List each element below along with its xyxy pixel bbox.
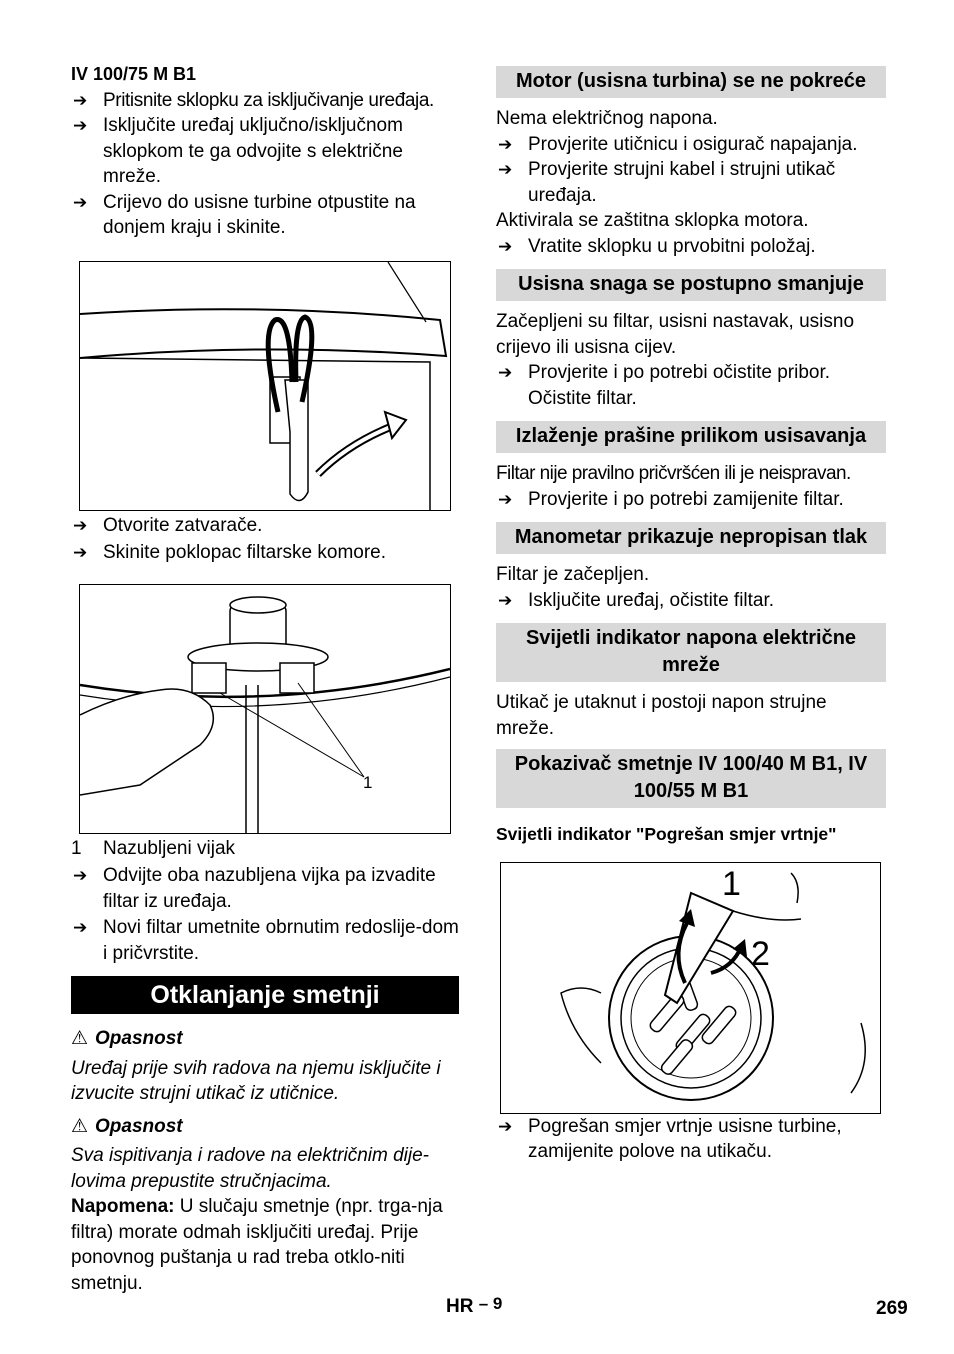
step-text: Provjerite i po potrebi očistite pribor. Očistite filtar.	[528, 362, 831, 409]
arrow-icon: ➔	[498, 590, 513, 610]
cause-text: Aktivirala se zaštitna sklopka motora.	[496, 210, 809, 231]
legend-number: 1	[71, 837, 82, 859]
plug-illustration	[501, 863, 880, 1113]
arrow-icon: ➔	[73, 515, 88, 535]
troubleshoot-heading: Izlaženje prašine prilikom usisavanja	[496, 421, 886, 453]
plug-figure	[500, 862, 881, 1114]
cause-text: Filtar nije pravilno pričvršćen ili je neispravan.	[496, 463, 851, 484]
step-item	[496, 487, 886, 513]
troubleshoot-heading: Manometar prikazuje nepropisan tlak	[496, 522, 886, 554]
step-item	[496, 132, 886, 158]
callout-1: 1	[363, 772, 373, 792]
arrow-icon: ➔	[73, 543, 88, 562]
step-item	[71, 113, 459, 190]
step-text: Pogrešan smjer vrtnje usisne turbine, zamijenite polove na utikaču.	[528, 1115, 842, 1162]
arrow-icon: ➔	[498, 1116, 513, 1136]
step-text: Provjerite i po potrebi zamijenite filtar.	[528, 488, 844, 510]
filter-screw-figure	[79, 584, 451, 834]
step-text: Otvorite zatvarače.	[103, 514, 263, 536]
sub-heading: Svijetli indikator "Pogrešan smjer vrtnje"	[496, 824, 837, 844]
right-column	[496, 64, 886, 1165]
step-text: Provjerite utičnicu i osigurač napajanja.	[528, 133, 858, 155]
warning-text: Uređaj prije svih radova na njemu isključite i izvucite strujni utikač iz utičnice.	[71, 1057, 441, 1104]
step-item	[496, 588, 886, 614]
step-item	[71, 863, 459, 914]
figure-label-1: 1	[722, 864, 741, 903]
note-paragraph	[71, 1194, 459, 1296]
step-item	[71, 540, 459, 566]
step-item	[71, 88, 459, 114]
step-item	[496, 234, 886, 260]
step-text: Provjerite strujni kabel i strujni utikač uređaja.	[528, 159, 836, 206]
arrow-icon: ➔	[73, 918, 88, 937]
step-item	[71, 915, 459, 966]
step-text: Pritisnite sklopku za isključivanje uređaja.	[103, 89, 434, 111]
warning-text: Sva ispitivanja i radove na električnim dije-lovima prepustite stručnjacima.	[71, 1145, 429, 1192]
note-text: U slučaju smetnje (npr. trga-nja filtra) morate odmah isključiti uređaj. Prije ponovnog puštanja u rad treba otklo-niti smetnju.	[71, 1196, 443, 1294]
warning-label: Opasnost	[95, 1028, 183, 1049]
step-text: Crijevo do usisne turbine otpustite na donjem kraju i skinite.	[103, 191, 416, 238]
step-item	[496, 157, 886, 208]
step-item	[496, 1114, 886, 1165]
arrow-icon: ➔	[73, 116, 88, 135]
arrow-icon: ➔	[498, 160, 513, 179]
step-item	[496, 360, 886, 411]
warning-label: Opasnost	[95, 1115, 183, 1137]
step-text: Isključite uređaj, očistite filtar.	[528, 589, 775, 611]
arrow-icon: ➔	[498, 489, 513, 509]
arrow-icon: ➔	[498, 236, 513, 256]
latch-figure	[79, 261, 451, 511]
warning-triangle-icon: ⚠	[71, 1115, 89, 1137]
note-label: Napomena:	[71, 1196, 175, 1217]
step-text: Novi filtar umetnite obrnutim redoslije-dom i pričvrstite.	[103, 917, 459, 964]
warning-triangle-icon: ⚠	[71, 1028, 89, 1049]
page-number: 269	[876, 1298, 908, 1319]
cause-text: Filtar je začepljen.	[496, 564, 650, 585]
arrow-icon: ➔	[73, 866, 88, 885]
troubleshoot-heading: Motor (usisna turbina) se ne pokreće	[496, 66, 886, 98]
legend-text: Nazubljeni vijak	[103, 837, 236, 859]
warning-heading	[71, 1114, 459, 1140]
left-column	[71, 62, 459, 1296]
section-title: Otklanjanje smetnji	[71, 976, 459, 1014]
footer-section	[446, 1296, 502, 1318]
footer-section-page: – 9	[478, 1294, 503, 1313]
arrow-icon: ➔	[498, 134, 513, 154]
troubleshoot-heading: Svijetli indikator napona električne mreže	[496, 623, 886, 682]
model-heading: IV 100/75 M B1	[71, 64, 197, 84]
arrow-icon: ➔	[73, 90, 88, 110]
arrow-icon: ➔	[498, 363, 513, 382]
step-text: Odvijte oba nazubljena vijka pa izvadite filtar iz uređaja.	[103, 865, 436, 912]
legend-item	[71, 836, 459, 862]
filter-illustration	[80, 585, 450, 833]
arrow-icon: ➔	[73, 192, 88, 212]
troubleshoot-heading: Usisna snaga se postupno smanjuje	[496, 269, 886, 301]
cause-text: Začepljeni su filtar, usisni nastavak, usisno crijevo ili usisna cijev.	[496, 311, 855, 358]
step-text: Isključite uređaj uključno/isključnom sklopkom te ga odvojite s električne mreže.	[103, 115, 403, 187]
latch-illustration	[80, 262, 450, 510]
step-item	[71, 513, 459, 539]
figure-label-2: 2	[751, 934, 770, 973]
step-item	[71, 190, 459, 241]
warning-heading	[71, 1026, 459, 1052]
troubleshoot-heading: Pokazivač smetnje IV 100/40 M B1, IV 100/55 M B1	[496, 749, 886, 808]
cause-text: Utikač je utaknut i postoji napon strujne mreže.	[496, 692, 827, 739]
step-text: Vratite sklopku u prvobitni položaj.	[528, 235, 816, 257]
footer-lang: HR	[446, 1296, 474, 1317]
step-text: Skinite poklopac filtarske komore.	[103, 542, 387, 563]
cause-text: Nema električnog napona.	[496, 108, 718, 129]
